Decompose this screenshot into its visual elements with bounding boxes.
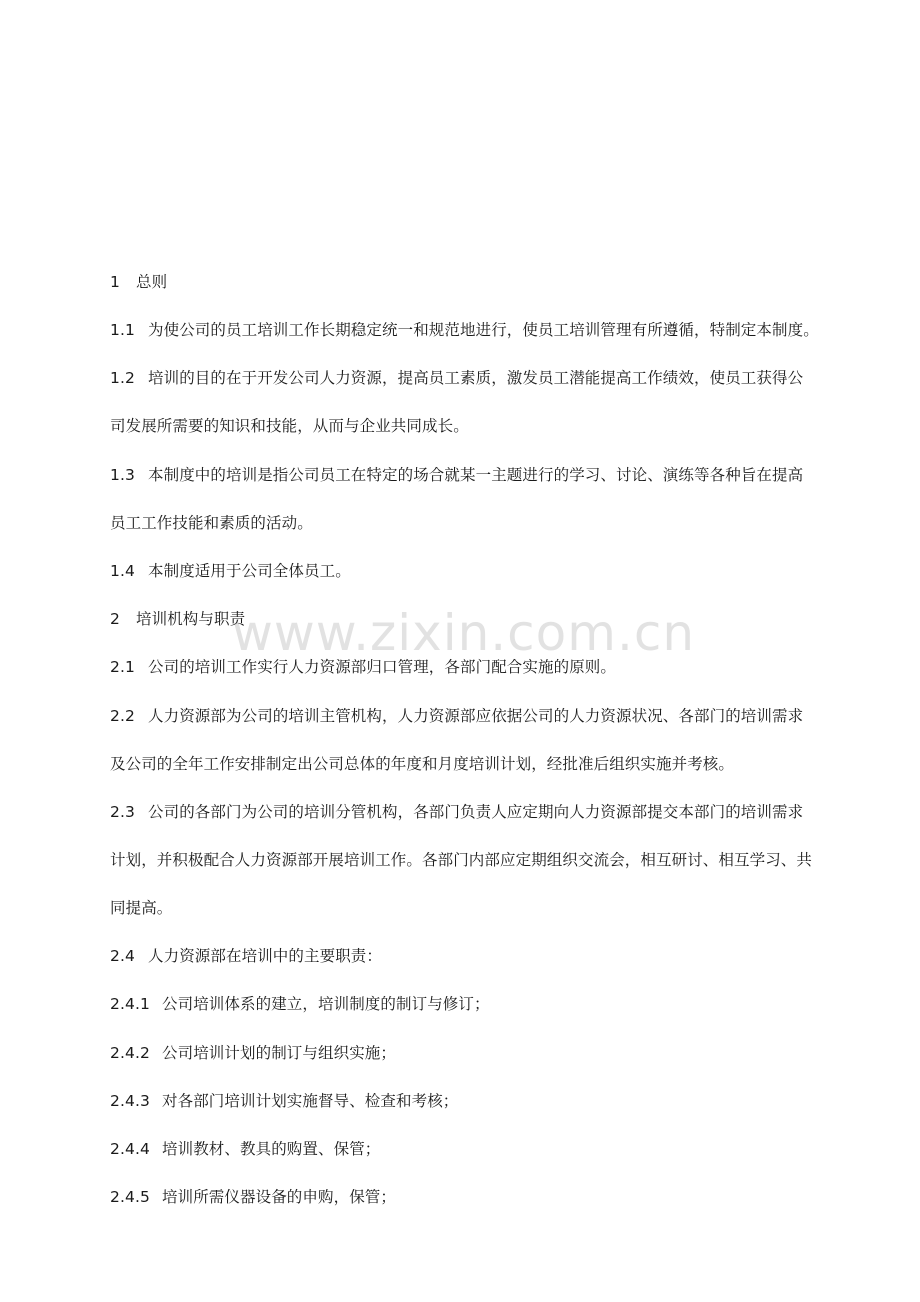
- paragraph-2-4-5: [110, 1186, 835, 1208]
- paragraph-2-2-line-2: [110, 753, 835, 775]
- paragraph-text: 人力资源部在培训中的主要职责：: [148, 947, 383, 965]
- section-number: 2: [110, 610, 120, 628]
- paragraph-text: 培训的目的在于开发公司人力资源，提高员工素质，激发员工潜能提高工作绩效，使员工获得公: [148, 369, 804, 387]
- paragraph-text: 公司培训体系的建立，培训制度的制订与修订；: [162, 995, 490, 1013]
- paragraph-2-3-line-2: [110, 849, 835, 871]
- section-number: 2.4: [110, 947, 135, 965]
- section-number: 1.1: [110, 321, 135, 339]
- paragraph-2-4-2: [110, 1042, 835, 1064]
- paragraph-text: 对各部门培训计划实施督导、检查和考核；: [162, 1092, 459, 1110]
- heading-1: [110, 271, 835, 293]
- paragraph-text: 公司的培训工作实行人力资源部归口管理，各部门配合实施的原则。: [148, 658, 617, 676]
- paragraph-1-3-line-2: [110, 512, 835, 534]
- paragraph-2-4-3: [110, 1090, 835, 1112]
- section-number: 2.4.3: [110, 1092, 150, 1110]
- paragraph-text: 公司的各部门为公司的培训分管机构，各部门负责人应定期向人力资源部提交本部门的培训需求: [148, 803, 804, 821]
- paragraph-text: 司发展所需要的知识和技能，从而与企业共同成长。: [110, 417, 469, 435]
- paragraph-text: 员工工作技能和素质的活动。: [110, 514, 313, 532]
- paragraph-2-4-4: [110, 1138, 835, 1160]
- paragraph-text: 同提高。: [110, 899, 173, 917]
- section-number: 1: [110, 273, 120, 291]
- section-number: 2.4.5: [110, 1188, 150, 1206]
- section-number: 1.3: [110, 466, 135, 484]
- heading-2: [110, 608, 835, 630]
- paragraph-1-1: [110, 319, 835, 341]
- paragraph-1-2-line-2: [110, 415, 835, 437]
- paragraph-text: 计划，并积极配合人力资源部开展培训工作。各部门内部应定期组织交流会，相互研讨、相互学习、共: [110, 851, 813, 869]
- section-number: 1.4: [110, 562, 135, 580]
- paragraph-text: 培训所需仪器设备的申购，保管；: [162, 1188, 397, 1206]
- paragraph-2-1: [110, 656, 835, 678]
- paragraph-2-4-1: [110, 993, 835, 1015]
- paragraph-2-2-line-1: [110, 705, 835, 727]
- paragraph-2-3-line-3: [110, 897, 835, 919]
- paragraph-text: 本制度中的培训是指公司员工在特定的场合就某一主题进行的学习、讨论、演练等各种旨在提高: [148, 466, 804, 484]
- paragraph-1-3-line-1: [110, 464, 835, 486]
- watermark: www.zixin.com.cn: [232, 604, 696, 662]
- section-number: 2.1: [110, 658, 135, 676]
- paragraph-text: 为使公司的员工培训工作长期稳定统一和规范地进行，使员工培训管理有所遵循，特制定本制度。: [148, 321, 819, 339]
- section-number: 2.4.2: [110, 1044, 150, 1062]
- section-title: 总则: [136, 273, 168, 291]
- paragraph-1-2-line-1: [110, 367, 835, 389]
- paragraph-text: 培训教材、教具的购置、保管；: [162, 1140, 381, 1158]
- paragraph-text: 人力资源部为公司的培训主管机构，人力资源部应依据公司的人力资源状况、各部门的培训需求: [148, 707, 804, 725]
- paragraph-2-4: [110, 945, 835, 967]
- paragraph-text: 本制度适用于公司全体员工。: [148, 562, 351, 580]
- paragraph-text: 公司培训计划的制订与组织实施；: [162, 1044, 397, 1062]
- paragraph-2-3-line-1: [110, 801, 835, 823]
- section-title: 培训机构与职责: [136, 610, 246, 628]
- section-number: 2.4.4: [110, 1140, 150, 1158]
- section-number: 2.3: [110, 803, 135, 821]
- paragraph-text: 及公司的全年工作安排制定出公司总体的年度和月度培训计划，经批准后组织实施并考核。: [110, 755, 735, 773]
- section-number: 2.4.1: [110, 995, 150, 1013]
- paragraph-1-4: [110, 560, 835, 582]
- section-number: 2.2: [110, 707, 135, 725]
- section-number: 1.2: [110, 369, 135, 387]
